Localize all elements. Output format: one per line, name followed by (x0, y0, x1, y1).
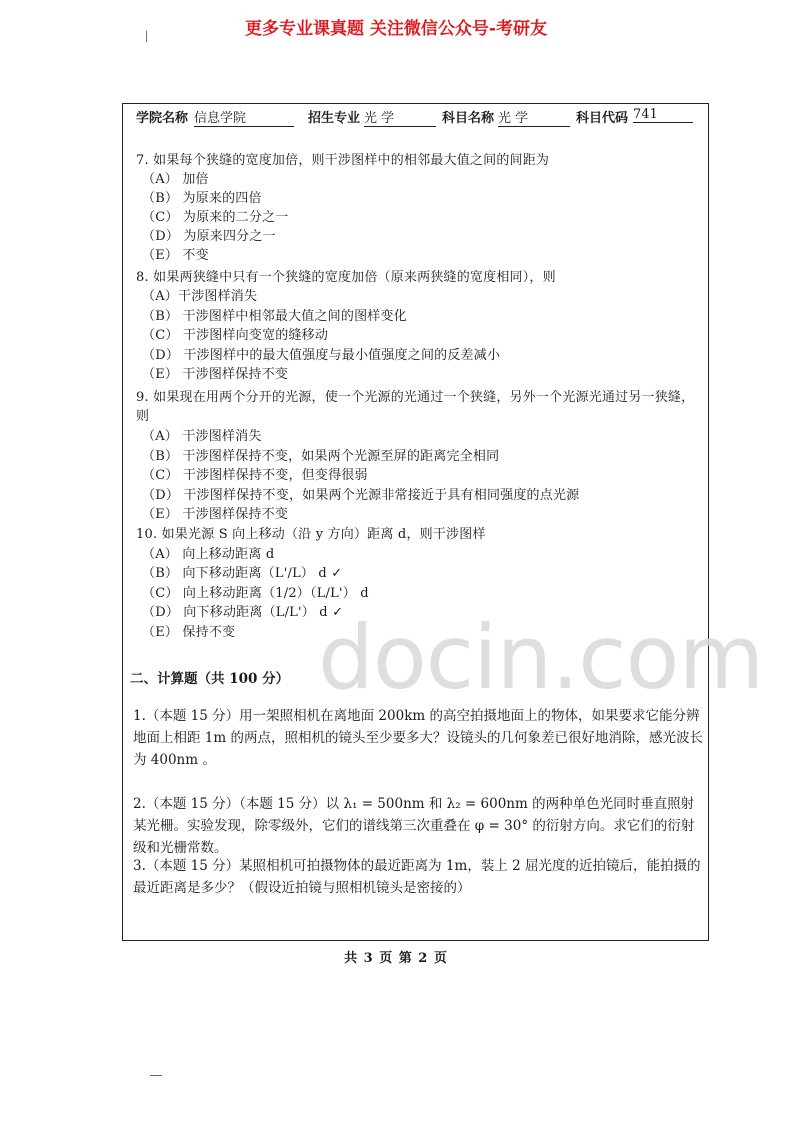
q9-option-c: （C） 干涉图样保持不变，但变得很弱 (142, 468, 368, 483)
q8-option-e: （E） 干涉图样保持不变 (142, 367, 289, 382)
q10-option-c: （C） 向上移动距离（1/2）（L/L'） d (142, 586, 369, 601)
calc-question-3: 3.（本题 15 分）某照相机可拍摄物体的最近距离为 1m，装上 2 屈光度的近拍镜后，能拍摄的最近距离是多少？（假设近拍镜与照相机镜头是密接的） (133, 858, 701, 896)
college-value: 信息学院 (194, 107, 294, 127)
q9-option-a: （A） 干涉图样消失 (142, 429, 262, 444)
question-8: 8. 如果两狭缝中只有一个狭缝的宽度加倍（原来两狭缝的宽度相同），则 (136, 270, 556, 285)
q10-option-e: （E） 保持不变 (142, 625, 236, 640)
q7-option-b: （B） 为原来的四倍 (142, 191, 262, 206)
subject-label: 科目名称 (442, 111, 495, 126)
q10-option-d: （D） 向下移动距离（L/L'） d ✓ (142, 605, 344, 620)
question-9: 9. 如果现在用两个分开的光源，使一个光源的光通过一个狭缝，另外一个光源光通过另一狭缝， (136, 390, 695, 405)
major-label: 招生专业 (308, 111, 361, 126)
calc-question-2: 2.（本题 15 分）（本题 15 分）以 λ₁ = 500nm 和 λ₂ = 600nm 的两种单色光同时垂直照射某光栅。实验发现，除零级外，它们的谱线第三次重叠在 φ = 30° 的衍射方向。求它们的衍射级和光栅常数。 (133, 796, 695, 856)
q9-option-e: （E） 干涉图样保持不变 (142, 507, 289, 522)
q8-option-b: （B） 干涉图样中相邻最大值之间的图样变化 (142, 309, 407, 324)
major-value: 光 学 (364, 107, 436, 127)
stray-mark: ⁄ (142, 30, 152, 45)
college-label: 学院名称 (136, 111, 189, 126)
question-7: 7. 如果每个狭缝的宽度加倍，则干涉图样中的相邻最大值之间的间距为 (136, 153, 550, 168)
q8-option-a: （A）干涉图样消失 (142, 289, 258, 304)
exam-header (136, 107, 696, 127)
subject-value: 光 学 (498, 107, 570, 127)
q10-option-a: （A） 向上移动距离 d (142, 547, 275, 562)
q7-option-a: （A） 加倍 (142, 172, 209, 187)
q8-option-c: （C） 干涉图样向变宽的缝移动 (142, 328, 329, 343)
calc-question-1: 1.（本题 15 分）用一架照相机在离地面 200km 的高空拍摄地面上的物体，如果要求它能分辨地面上相距 1m 的两点，照相机的镜头至少要多大？设镜头的几何象差已很好地消除，感光波长为 400nm 。 (133, 708, 703, 768)
q8-option-d: （D） 干涉图样中的最大值强度与最小值强度之间的反差减小 (142, 348, 501, 363)
page-footer: 共 3 页 第 2 页 (344, 951, 448, 966)
section-title: 二、计算题（共 100 分） (130, 671, 290, 687)
q7-option-d: （D） 为原来四分之一 (142, 229, 276, 244)
question-10: 10. 如果光源 S 向上移动（沿 y 方向）距离 d，则干涉图样 (136, 527, 486, 542)
banner-title: 更多专业课真题 关注微信公众号-考研友 (245, 19, 547, 39)
question-9-cont: 则 (136, 409, 150, 424)
q10-option-b: （B） 向下移动距离（L'/L） d ✓ (142, 566, 343, 581)
q9-option-b: （B） 干涉图样保持不变，如果两个光源至屏的距离完全相同 (142, 449, 500, 464)
code-value: 741 (633, 107, 693, 123)
scan-mark (150, 1075, 162, 1076)
q7-option-c: （C） 为原来的二分之一 (142, 210, 289, 225)
code-label: 科目代码 (576, 111, 629, 126)
q9-option-d: （D） 干涉图样保持不变，如果两个光源非常接近于具有相同强度的点光源 (142, 488, 580, 503)
q7-option-e: （E） 不变 (142, 248, 209, 263)
docin-watermark: docin.com (318, 606, 764, 709)
